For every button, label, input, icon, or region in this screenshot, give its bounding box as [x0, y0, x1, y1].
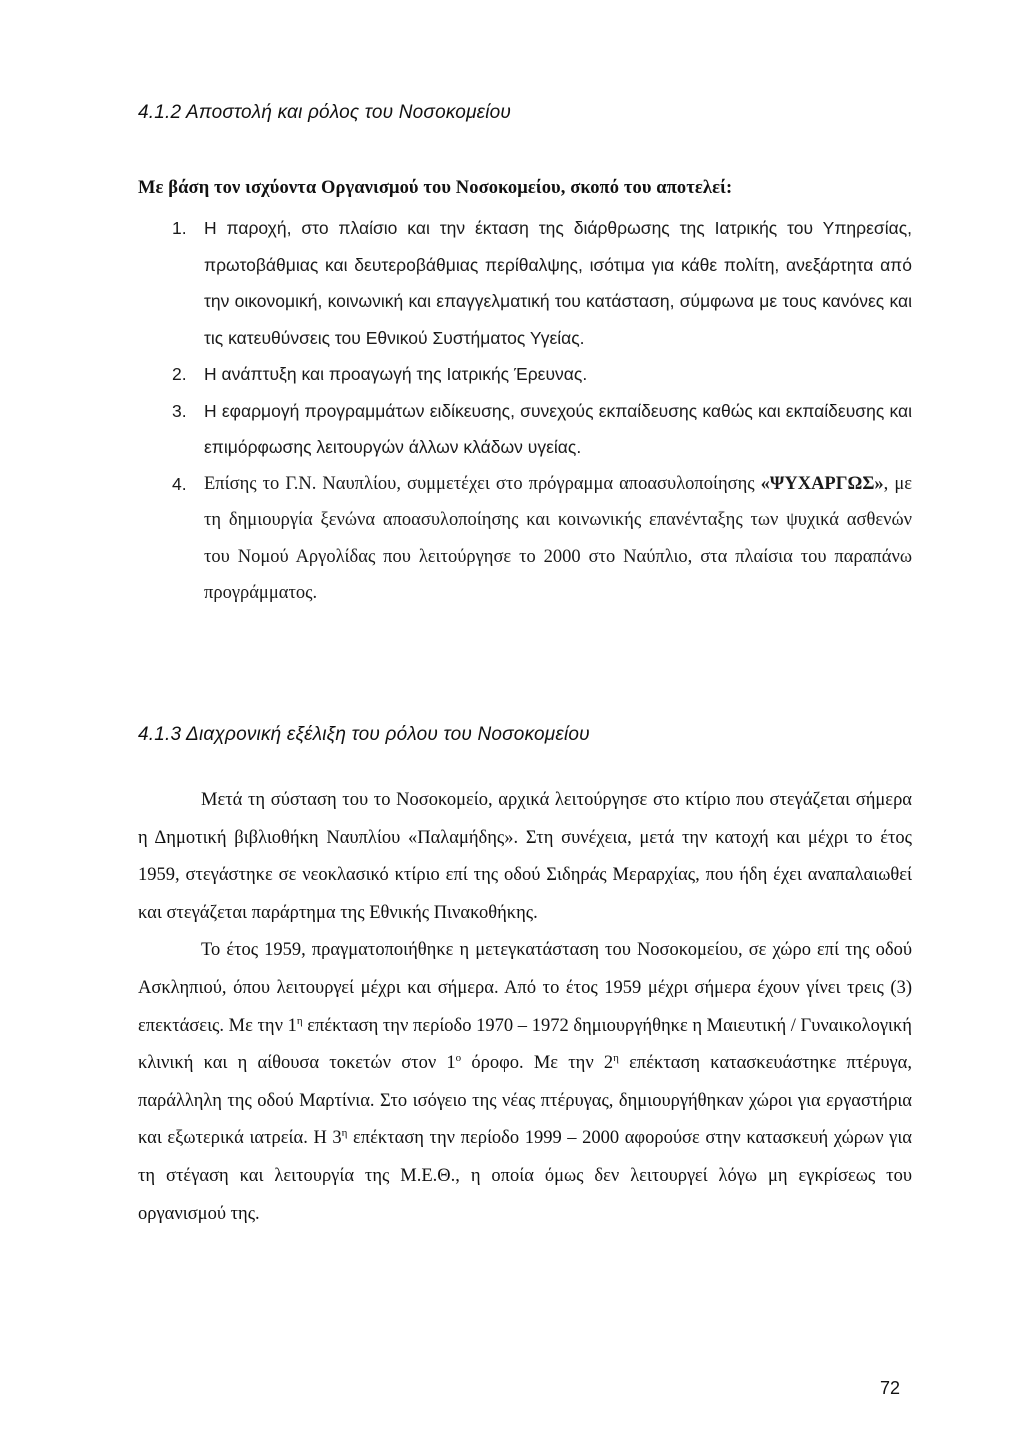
- list-item: [168, 210, 912, 356]
- section-heading-evolution: 4.1.3 Διαχρονική εξέλιξη του ρόλου του Νοσοκομείου: [138, 724, 590, 745]
- list-item-text: Η παροχή, στο πλαίσιο και την έκταση της διάρθρωσης της Ιατρικής του Υπηρεσίας, πρωτοβάθμιας και δευτεροβάθμιας περίθαλψης, ισότιμα για κάθε πολίτη, ανεξάρτητα από την οικονομική, κοινωνική και επαγγελματική του κατάσταση, σύμφωνα με τους κανόνες και τις κατευθύνσεις του Εθνικού Συστήματος Υγείας.: [204, 218, 912, 348]
- list-item-text: Η ανάπτυξη και προαγωγή της Ιατρικής Έρευνας.: [204, 364, 588, 384]
- paragraph: Μετά τη σύσταση του το Νοσοκομείο, αρχικά λειτούργησε στο κτίριο που στεγάζεται σήμερα η Δημοτική βιβλιοθήκη Ναυπλίου «Παλαμήδης». Στη συνέχεια, μετά την κατοχή και μέχρι το έτος 1959, στεγάστηκε σε νεοκλασικό κτίριο επί της οδού Σιδηράς Μεραρχίας, που ήδη έχει αναπαλαιωθεί και στεγάζεται παράρτημα της Εθνικής Πινακοθήκης.: [138, 790, 912, 923]
- list-item: [168, 466, 912, 612]
- paragraph-text: επέκταση κατασκευάστηκε πτέρυγα, παράλληλη της οδού Μαρτίνια. Στο ισόγειο της νέας πτέρυγας, δημιουργήθηκαν χώροι για εργαστήρια και εξωτερικά ιατρεία. Η 3: [138, 1053, 912, 1149]
- section-heading-mission: 4.1.2 Αποστολή και ρόλος του Νοσοκομείου: [138, 102, 512, 123]
- program-name: «ΨΥΧΑΡΓΩΣ»: [760, 473, 884, 494]
- mission-list: [168, 210, 912, 612]
- list-item: [168, 356, 912, 393]
- list-item: [168, 393, 912, 466]
- superscript: ο: [455, 1052, 462, 1064]
- paragraph-text: επέκταση την περίοδο 1970 – 1972 δημιουργήθηκε η Μαιευτική / Γυναικολογική κλινική και η αίθουσα τοκετών στον 1: [138, 1015, 912, 1074]
- list-number: 4.: [172, 473, 187, 494]
- page-number: 72: [880, 1378, 901, 1398]
- list-item-text: , με τη δημιουργία ξενώνα αποασυλοποίησης και κοινωνικής επανένταξης των ψυχικά ασθενών του Νομού Αργολίδας που λειτούργησε το 2000 στο Ναύπλιο, στα πλαίσια του παραπάνω προγράμματος.: [204, 473, 913, 603]
- paragraph-text: Το έτος 1959, πραγματοποιήθηκε η μετεγκατάσταση του Νοσοκομείου, σε χώρο επί της οδού Ασκληπιού, όπου λειτουργεί μέχρι και σήμερα. Από το έτος 1959 μέχρι σήμερα έχουν γίνει τρεις (3) επεκτάσεις. Με την 1: [138, 940, 912, 1036]
- paragraph-text: επέκταση την περίοδο 1999 – 2000 αφορούσε στην κατασκευή χώρων για τη στέγαση και λειτουργία της Μ.Ε.Θ., η οποία όμως δεν λειτουργεί λόγω μη εγκρίσεως του οργανισμού της.: [138, 1128, 912, 1224]
- superscript: η: [296, 1014, 303, 1027]
- paragraph-text: όροφο. Με την 2: [461, 1053, 614, 1074]
- intro-sentence: Με βάση τον ισχύοντα Οργανισμού του Νοσοκομείου, σκοπό του αποτελεί:: [138, 178, 733, 198]
- list-number: 3.: [172, 400, 187, 421]
- list-number: 1.: [172, 218, 187, 238]
- paragraph: [138, 932, 912, 1233]
- list-item-text: Επίσης το Γ.Ν. Ναυπλίου, συμμετέχει στο πρόγραμμα αποασυλοποίησης: [204, 473, 755, 494]
- superscript: η: [341, 1127, 348, 1140]
- list-number: 2.: [172, 364, 187, 384]
- superscript: η: [613, 1052, 619, 1064]
- evolution-body: [138, 782, 912, 1233]
- list-item-text: Η εφαρμογή προγραμμάτων ειδίκευσης, συνεχούς εκπαίδευσης καθώς και εκπαίδευσης και επιμόρφωσης λειτουργών άλλων κλάδων υγείας.: [204, 400, 912, 457]
